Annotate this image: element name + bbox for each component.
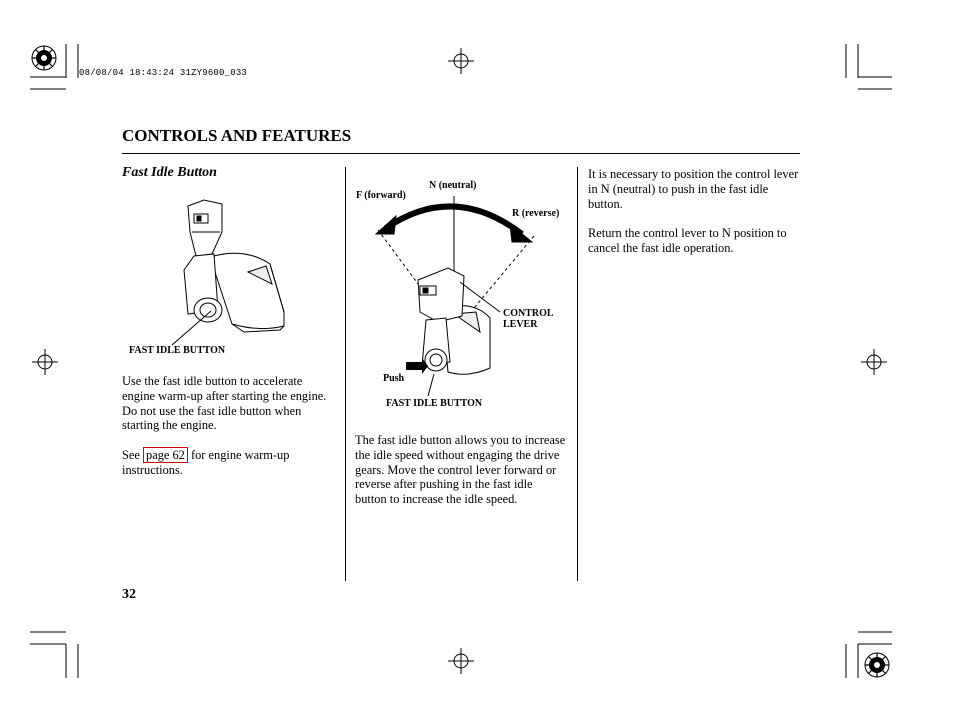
fast-idle-button-leader bbox=[165, 308, 215, 348]
registration-mark-bottom bbox=[448, 648, 474, 674]
figure-label-fast-idle-button: FAST IDLE BUTTON bbox=[129, 345, 226, 356]
print-timestamp: 08/08/04 18:43:24 31ZY9600_033 bbox=[79, 68, 248, 78]
paragraph-see-page bbox=[122, 448, 334, 478]
subsection-title: Fast Idle Button bbox=[122, 165, 217, 180]
warmup-text: for engine warm-up instructions. bbox=[122, 448, 290, 477]
control-lever-illustration bbox=[350, 172, 575, 402]
label-forward: F (forward) bbox=[356, 190, 406, 201]
page-number: 32 bbox=[122, 587, 136, 602]
paragraph-fast-idle-usage: Use the fast idle button to accelerate engine warm-up after starting the engine. Do not use the fast idle button when starting the engine. bbox=[122, 374, 327, 433]
header-rule bbox=[122, 153, 800, 154]
label-reverse: R (reverse) bbox=[512, 208, 560, 219]
column-divider-left bbox=[345, 167, 346, 581]
section-title: CONTROLS AND FEATURES bbox=[122, 126, 352, 145]
paragraph-fast-idle-function: The fast idle button allows you to increase the idle speed without engaging the drive gears. Move the control lever forward or reverse after pushing in the fast idle button to increase the idle speed. bbox=[355, 433, 566, 507]
label-neutral: N (neutral) bbox=[429, 180, 477, 191]
registration-mark-left bbox=[32, 349, 58, 375]
label-control: CONTROL bbox=[503, 308, 554, 319]
registration-mark-right bbox=[861, 349, 887, 375]
see-text: See bbox=[122, 448, 143, 462]
label-lever: LEVER bbox=[503, 319, 538, 330]
registration-mark-top bbox=[448, 48, 474, 74]
label-push: Push bbox=[383, 373, 405, 384]
starburst-mark-bottom-right bbox=[863, 651, 891, 679]
label-fast-idle-button-mid: FAST IDLE BUTTON bbox=[386, 398, 483, 409]
starburst-mark-top-left bbox=[30, 44, 58, 72]
paragraph-neutral-requirement: It is necessary to position the control lever in N (neutral) to push in the fast idle button. bbox=[588, 167, 799, 211]
paragraph-cancel: Return the control lever to N position to cancel the fast idle operation. bbox=[588, 226, 787, 255]
column-divider-right bbox=[577, 167, 578, 581]
page-62-link[interactable]: page 62 bbox=[143, 447, 188, 463]
